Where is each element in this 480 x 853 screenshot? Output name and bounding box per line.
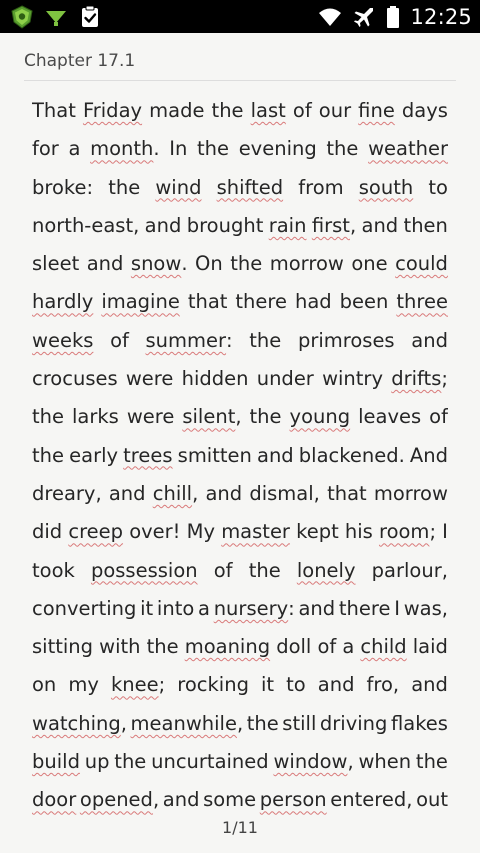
text-line — [32, 283, 448, 321]
misspelled-word[interactable]: could — [395, 252, 448, 276]
word: That — [32, 99, 76, 122]
word — [32, 743, 80, 781]
misspelled-word[interactable]: rain — [268, 213, 307, 237]
misspelled-word[interactable]: possession — [90, 558, 198, 582]
page-indicator: 1/11 — [222, 818, 258, 837]
word: the — [32, 443, 65, 467]
word: when — [358, 750, 412, 774]
word: the — [114, 750, 147, 774]
word: nursery: — [214, 590, 295, 628]
word: the — [249, 405, 282, 429]
word — [68, 513, 123, 551]
word: kept — [296, 520, 339, 544]
word: snow. — [131, 245, 188, 283]
status-bar-left — [10, 5, 102, 29]
word: first, — [312, 207, 356, 245]
word: and — [361, 213, 399, 237]
word: uncurtained — [151, 750, 269, 774]
word — [368, 130, 448, 168]
text-line — [32, 245, 448, 283]
word — [251, 92, 286, 130]
word: the — [108, 175, 141, 199]
text-line — [32, 398, 448, 436]
word: up — [84, 750, 110, 774]
word: were — [126, 405, 175, 429]
word: his — [344, 520, 373, 544]
word: summer: — [146, 322, 233, 360]
word: and — [411, 673, 448, 697]
text-line — [32, 322, 448, 360]
chapter-header — [0, 33, 480, 81]
word — [360, 628, 406, 666]
misspelled-word[interactable]: meanwhile — [130, 711, 237, 735]
misspelled-word[interactable]: imagine — [101, 290, 180, 314]
word — [290, 398, 351, 436]
word: of — [213, 558, 233, 582]
word: silent, — [182, 398, 241, 436]
header-divider — [24, 80, 456, 81]
word: month. — [90, 130, 160, 168]
text-line — [32, 513, 448, 551]
word: dreary, — [32, 481, 102, 505]
status-bar — [0, 0, 480, 33]
word: hidden — [181, 367, 249, 391]
word: evening — [238, 137, 317, 161]
word: our — [318, 99, 352, 122]
word: there — [338, 596, 391, 620]
misspelled-word[interactable]: weather — [368, 137, 448, 161]
word: it — [140, 596, 154, 620]
word: were — [125, 367, 174, 391]
text-line — [32, 590, 448, 628]
word — [358, 92, 395, 130]
airplane-mode-icon — [352, 5, 376, 29]
word — [396, 283, 448, 321]
word: the — [211, 99, 244, 122]
text-line — [32, 169, 448, 207]
word — [101, 283, 180, 321]
word: north-east, — [32, 213, 140, 237]
word: On — [195, 252, 223, 276]
word: out — [416, 788, 448, 812]
word: blackened. — [298, 443, 405, 467]
word: morrow — [373, 481, 448, 505]
shield-app-icon — [10, 5, 34, 29]
word: on — [32, 673, 57, 697]
word: converting — [32, 596, 137, 620]
misspelled-word[interactable]: three — [396, 290, 448, 314]
word: the — [197, 137, 230, 161]
word: brought — [186, 213, 264, 237]
misspelled-word[interactable]: watching — [32, 711, 121, 735]
status-bar-right — [318, 4, 472, 29]
word: watching, — [32, 705, 127, 743]
word: from — [298, 175, 344, 199]
clipboard-check-icon — [78, 5, 102, 29]
word: smitten — [177, 443, 252, 467]
word: morrow — [269, 252, 344, 276]
word: drifts; — [391, 360, 448, 398]
word: been — [339, 290, 389, 314]
word: over! — [129, 520, 181, 544]
text-line — [32, 475, 448, 513]
word: there — [235, 290, 287, 314]
misspelled-word[interactable]: hardly — [32, 290, 94, 314]
word — [32, 781, 76, 819]
word: into — [156, 596, 195, 620]
word — [91, 552, 198, 590]
text-line — [32, 552, 448, 590]
word: days — [401, 99, 448, 122]
misspelled-word[interactable]: first — [311, 213, 350, 237]
text-line — [32, 207, 448, 245]
word: wintry — [322, 367, 383, 391]
word: a — [68, 137, 81, 161]
misspelled-word[interactable]: room — [378, 520, 430, 544]
word — [221, 513, 290, 551]
word: I — [394, 596, 400, 620]
word: for — [32, 137, 59, 161]
misspelled-word[interactable]: person — [259, 788, 327, 812]
word: made — [149, 99, 205, 122]
word: and — [411, 328, 448, 352]
word: meanwhile, — [131, 705, 244, 743]
misspelled-word[interactable]: young — [289, 405, 351, 429]
wifi-icon — [318, 5, 342, 29]
word: And — [409, 443, 448, 467]
word: the — [230, 252, 263, 276]
word: was, — [403, 596, 448, 620]
misspelled-word[interactable]: master — [221, 520, 290, 544]
word: that — [187, 290, 228, 314]
battery-icon — [386, 5, 400, 29]
word: and — [298, 596, 336, 620]
misspelled-word[interactable]: window — [273, 750, 348, 774]
misspelled-word[interactable]: trees — [123, 443, 173, 467]
misspelled-word[interactable]: wind — [155, 175, 202, 199]
word: In — [169, 137, 188, 161]
word: to — [428, 175, 448, 199]
word: of — [292, 99, 312, 122]
word — [260, 781, 327, 819]
misspelled-word[interactable]: build — [32, 750, 80, 774]
word — [32, 283, 93, 321]
text-line — [32, 628, 448, 666]
text-line — [32, 437, 448, 475]
misspelled-word[interactable]: creep — [68, 520, 124, 544]
chapter-title: Chapter 17.1 — [24, 51, 136, 71]
word: of — [110, 328, 129, 352]
misspelled-word[interactable]: lonely — [296, 558, 356, 582]
misspelled-word[interactable]: snow — [130, 252, 182, 276]
word: some — [203, 788, 257, 812]
word — [395, 245, 448, 283]
misspelled-word[interactable]: summer — [145, 328, 227, 352]
word: knee; — [111, 666, 165, 704]
word — [185, 628, 270, 666]
misspelled-word[interactable]: child — [360, 635, 407, 659]
word: did — [32, 520, 63, 544]
word: and — [162, 788, 200, 812]
word — [297, 552, 356, 590]
word: I — [442, 520, 448, 544]
word — [269, 207, 307, 245]
status-clock: 12:25 — [410, 4, 472, 29]
word: parlour, — [371, 558, 448, 582]
page-text[interactable] — [32, 92, 448, 820]
text-line — [32, 666, 448, 704]
misspelled-word[interactable]: shifted — [216, 175, 284, 199]
text-line — [32, 705, 448, 743]
word: took — [32, 558, 75, 582]
word: the — [249, 328, 282, 352]
word: and — [317, 673, 355, 697]
text-line — [32, 360, 448, 398]
word: a — [198, 596, 210, 620]
word: window, — [273, 743, 353, 781]
word: leaves — [358, 405, 422, 429]
word: early — [69, 443, 119, 467]
word: of — [317, 635, 337, 659]
misspelled-word[interactable]: door — [32, 788, 77, 812]
word: sleet — [32, 252, 80, 276]
word: and — [108, 481, 146, 505]
word: the — [326, 137, 359, 161]
misspelled-word[interactable]: knee — [110, 673, 159, 697]
misspelled-word[interactable]: south — [358, 175, 414, 199]
word: still — [282, 711, 317, 735]
word: then — [403, 213, 448, 237]
word: crocuses — [32, 367, 118, 391]
word: opened, — [80, 781, 159, 819]
misspelled-word[interactable]: Friday — [82, 99, 143, 122]
word: and — [144, 213, 182, 237]
word — [217, 169, 283, 207]
word: and — [86, 252, 124, 276]
word: driving — [319, 711, 388, 735]
word — [83, 92, 142, 130]
word: with — [99, 635, 141, 659]
misspelled-word[interactable]: chill — [152, 481, 193, 505]
word: entered, — [330, 788, 413, 812]
text-line — [32, 130, 448, 168]
text-line — [32, 743, 448, 781]
word: flakes — [390, 711, 448, 735]
word: under — [256, 367, 314, 391]
download-arrow-icon — [44, 5, 68, 29]
text-line — [32, 92, 448, 130]
word — [32, 322, 93, 360]
misspelled-word[interactable]: silent — [182, 405, 236, 429]
word — [123, 437, 172, 475]
word: the — [246, 711, 279, 735]
misspelled-word[interactable]: drifts — [391, 367, 442, 391]
word: and — [205, 481, 243, 505]
misspelled-word[interactable]: moaning — [184, 635, 271, 659]
misspelled-word[interactable]: weeks — [32, 328, 94, 352]
word: of — [429, 405, 448, 429]
word: and — [257, 443, 294, 467]
word: My — [186, 520, 216, 544]
word: my — [68, 673, 99, 697]
misspelled-word[interactable]: opened — [79, 788, 153, 812]
word: rocking — [177, 673, 249, 697]
word: that — [327, 481, 367, 505]
word: laid — [412, 635, 448, 659]
word: one — [351, 252, 388, 276]
word: broke: — [32, 175, 94, 199]
word: had — [294, 290, 332, 314]
word: to — [286, 673, 306, 697]
word: the — [415, 750, 448, 774]
word: fro, — [366, 673, 400, 697]
word: dismal, — [249, 481, 320, 505]
word: the — [146, 635, 179, 659]
misspelled-word[interactable]: month — [90, 137, 154, 161]
word: it — [261, 673, 275, 697]
word: larks — [72, 405, 119, 429]
word: room; — [379, 513, 436, 551]
word: primroses — [297, 328, 395, 352]
word: the — [248, 558, 281, 582]
misspelled-word[interactable]: fine — [358, 99, 395, 122]
misspelled-word[interactable]: last — [250, 99, 286, 122]
text-line — [32, 781, 448, 819]
word: doll — [276, 635, 312, 659]
misspelled-word[interactable]: nursery — [213, 596, 289, 620]
word — [359, 169, 413, 207]
word: chill, — [153, 475, 199, 513]
word — [155, 169, 201, 207]
word: sitting — [32, 635, 94, 659]
word: the — [32, 405, 65, 429]
word: a — [342, 635, 355, 659]
